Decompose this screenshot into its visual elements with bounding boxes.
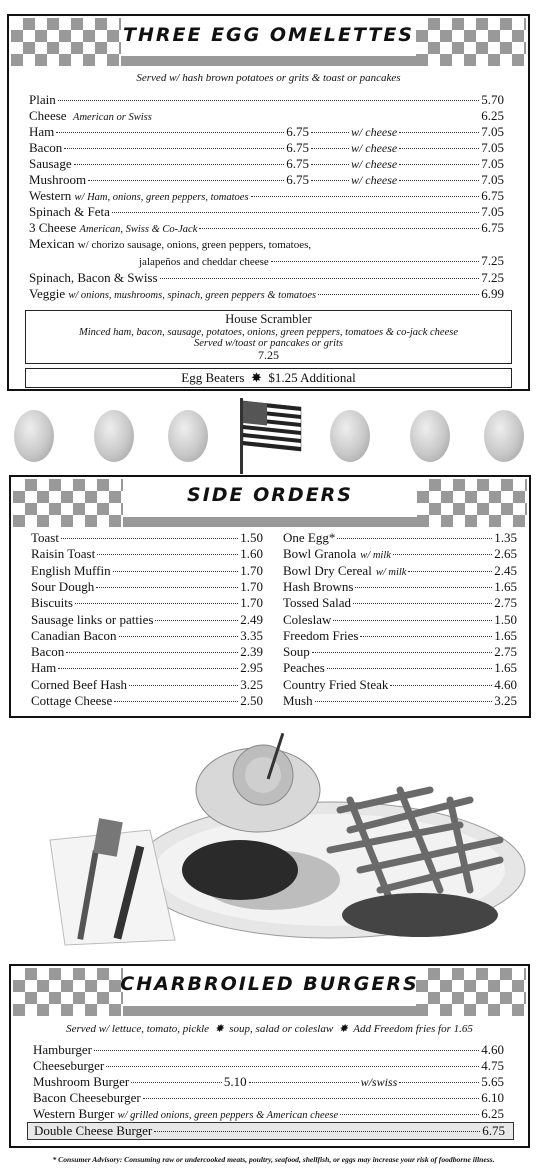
menu-item: Bacon Cheeseburger 6.10 <box>33 1090 504 1105</box>
consumer-advisory: * Consumer Advisory: Consuming raw or undercooked meats, poultry, seafood, shellfish, or eggs may increase your risk of foodborne illness. <box>52 1155 495 1164</box>
menu-item: Spinach & Feta 7.05 <box>29 204 504 219</box>
burgers-title: CHARBROILED BURGERS <box>120 973 419 995</box>
burger-and-fries-photo <box>30 730 530 950</box>
menu-item: Canadian Bacon 3.35 <box>31 627 263 643</box>
menu-item: Western Burger w/ grilled onions, green peppers & American cheese 6.25 <box>33 1106 504 1121</box>
omelettes-subtitle: Served w/ hash brown potatoes or grits & toast or pancakes <box>136 72 401 84</box>
burgers-section <box>9 964 530 1148</box>
star-icon: ✸ <box>250 370 262 385</box>
scrambler-name: House Scrambler <box>225 312 312 326</box>
menu-item: Sausage 6.75 w/ cheese 7.05 <box>29 156 504 171</box>
american-flag-icon <box>234 396 306 476</box>
egg-beaters-bar: Egg Beaters ✸ $1.25 Additional <box>25 368 512 388</box>
menu-item: Freedom Fries 1.65 <box>283 627 517 643</box>
menu-item: Hamburger 4.60 <box>33 1042 504 1057</box>
menu-item: Bacon 2.39 <box>31 644 263 660</box>
menu-item: One Egg* 1.35 <box>283 530 517 545</box>
title-bar <box>121 56 416 66</box>
scrambler-desc: Minced ham, bacon, sausage, potatoes, onions, green peppers, tomatoes & co-jack cheese <box>79 327 458 338</box>
menu-item-continued: jalapeños and cheddar cheese 7.25 <box>139 253 504 268</box>
menu-item: Cheese American or Swiss 6.25 <box>29 108 504 123</box>
star-icon: ✸ <box>214 1023 224 1035</box>
menu-item: Ham 2.95 <box>31 660 263 676</box>
side-orders-section <box>9 475 531 718</box>
menu-item: Coleslaw 1.50 <box>283 611 517 627</box>
menu-item: Sausage links or patties 2.49 <box>31 611 263 627</box>
omelettes-section <box>7 14 530 391</box>
menu-item: Mushroom 6.75 w/ cheese 7.05 <box>29 172 504 187</box>
menu-item-highlighted: Double Cheese Burger 6.75 <box>27 1122 514 1140</box>
menu-item: Plain 5.70 <box>29 92 504 107</box>
menu-item: Veggie w/ onions, mushrooms, spinach, green peppers & tomatoes 6.99 <box>29 286 504 301</box>
menu-item: Bacon 6.75 w/ cheese 7.05 <box>29 140 504 155</box>
side-orders-title: SIDE ORDERS <box>187 484 353 506</box>
title-bar <box>123 517 417 527</box>
menu-item: Mush 3.25 <box>283 693 517 708</box>
title-bar <box>123 1006 416 1016</box>
menu-item: Western w/ Ham, onions, green peppers, tomatoes 6.75 <box>29 188 504 203</box>
egg-icon <box>330 410 370 462</box>
menu-item: Country Fried Steak 4.60 <box>283 676 517 692</box>
menu-item: Bowl Granola w/ milk 2.65 <box>283 546 517 562</box>
burgers-subtitle: Served w/ lettuce, tomato, pickle ✸ soup, salad or coleslaw ✸ Add Freedom fries for 1.65 <box>66 1023 473 1035</box>
scrambler-price: 7.25 <box>258 348 279 362</box>
menu-item: Cheeseburger 4.75 <box>33 1058 504 1073</box>
omelettes-title: THREE EGG OMELETTES <box>123 24 414 46</box>
scrambler-served: Served w/toast or pancakes or grits <box>193 338 344 349</box>
house-scrambler-box <box>25 310 512 364</box>
menu-item: Raisin Toast 1.60 <box>31 546 263 562</box>
menu-item: Biscuits 1.70 <box>31 595 263 611</box>
egg-icon <box>484 410 524 462</box>
menu-item: Corned Beef Hash 3.25 <box>31 676 263 692</box>
menu-item: Bowl Dry Cereal w/ milk 2.45 <box>283 562 517 578</box>
menu-item: 3 Cheese American, Swiss & Co-Jack 6.75 <box>29 220 504 235</box>
egg-icon <box>168 410 208 462</box>
menu-item: Ham 6.75 w/ cheese 7.05 <box>29 124 504 139</box>
menu-item: Toast 1.50 <box>31 530 263 545</box>
menu-item: Sour Dough 1.70 <box>31 578 263 594</box>
egg-icon <box>94 410 134 462</box>
menu-item: Mushroom Burger 5.10 w/swiss 5.65 <box>33 1074 504 1089</box>
menu-item: Soup 2.75 <box>283 644 517 660</box>
menu-item: Mexican w/ chorizo sausage, onions, green peppers, tomatoes, <box>29 236 312 251</box>
star-icon: ✸ <box>338 1023 348 1035</box>
menu-item: Tossed Salad 2.75 <box>283 595 517 611</box>
egg-icon <box>14 410 54 462</box>
menu-item: Hash Browns 1.65 <box>283 578 517 594</box>
menu-item: Cottage Cheese 2.50 <box>31 693 263 708</box>
menu-item: English Muffin 1.70 <box>31 562 263 578</box>
menu-item: Spinach, Bacon & Swiss 7.25 <box>29 270 504 285</box>
menu-item: Peaches 1.65 <box>283 660 517 676</box>
egg-icon <box>410 410 450 462</box>
